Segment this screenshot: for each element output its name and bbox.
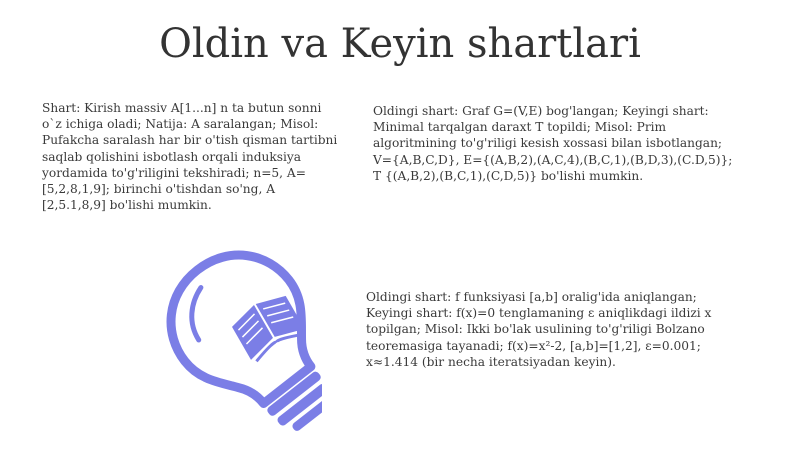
text-block-sorting: Shart: Kirish massiv A[1...n] n ta butun sonni o`z ichiga oladi; Natija: A saralangan; Misol: Pufakcha saralash har bir o'tish qisman tartibni saqlab qolishini isbotlash orqali induksiya yordamida to'g'riligini tekshiradi; n=5, A=[5,2,8,1,9]; birinchi o'tishdan so'ng, A [2,5.1,8,9] bo'lishi mumkin.: [42, 101, 338, 213]
text-block-bisection: Oldingi shart: f funksiyasi [a,b] oralig'ida aniqlangan; Keyingi shart: f(x)=0 tenglamaning ε aniqlikdagi ildizi x topilgan; Misol: Ikki bo'lak usulining to'g'riligi Bolzano teoremasiga tayanadi; f(x)=x²-2, [a,b]=[1,2], ε=0.001; x≈1.414 (bir necha iteratsiyadan keyin).: [366, 290, 712, 369]
light-bulb-with-book-icon: [146, 250, 322, 446]
text-block-graph: Oldingi shart: Graf G=(V,E) bog'langan; Keyingi shart: Minimal tarqalgan daraxt T topildi; Misol: Prim algoritmining to'g'riligi kesish xossasi bilan isbotlangan; V={A,B,C,D}, E={(A,B,2),(A,C,4),(B,C,1),(B,D,3),(C.D,5)}; T {(A,B,2),(B,C,1),(C,D,5)} bo'lishi mumkin.: [373, 104, 733, 183]
slide-title: Oldin va Keyin shartlari: [159, 21, 641, 67]
